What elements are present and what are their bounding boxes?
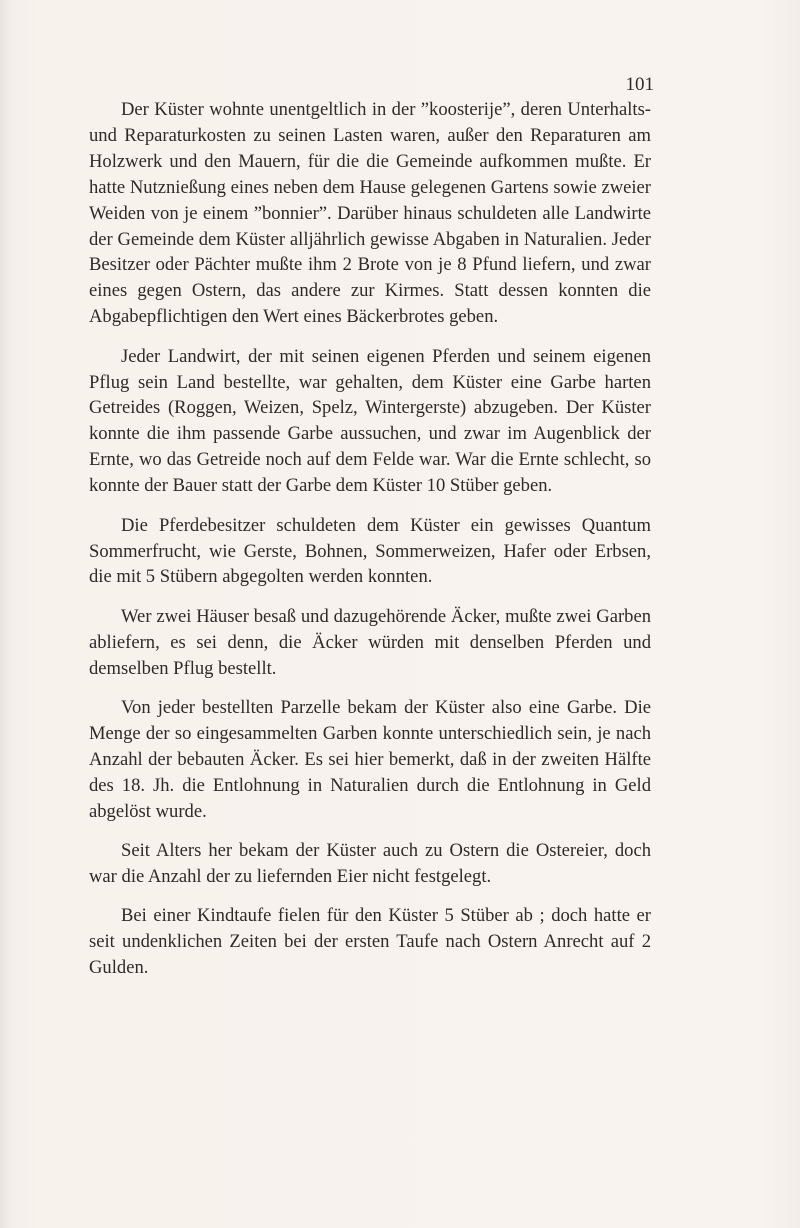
paragraph-horse-owners: Die Pferdebesitzer schuldeten dem Küster ein gewisses Quantum Sommerfrucht, wie Gerste, Bohnen, Sommerweizen, Hafer oder Erbsen, die mit 5 Stübern abgegolten werden konnten.	[89, 514, 651, 588]
paragraph-baptism-fees: Bei einer Kindtaufe fielen für den Küster 5 Stüber ab ; doch hatte er seit undenklichen Zeiten bei der ersten Taufe nach Ostern Anrecht auf 2 Gulden.	[89, 905, 651, 979]
paragraph-grain-sheaf: Jeder Landwirt, der mit seinen eigenen Pferden und seinem eigenen Pflug sein Land bestellte, war gehalten, dem Küster eine Garbe harten Getreides (Roggen, Weizen, Spelz, Wintergerste) abzugeben. Der Küster konnte die ihm passende Garbe aussuchen, und zwar im Augenblick der Ernte, wo das Getreide noch auf dem Felde war. War die Ernte schlecht, so konnte der Bauer statt der Garbe dem Küster 10 Stüber geben.	[89, 345, 651, 497]
page-number: 101	[625, 74, 654, 95]
paragraph-two-houses: Wer zwei Häuser besaß und dazugehörende Äcker, mußte zwei Garben abliefern, es sei denn, die Äcker würden mit denselben Pferden und demselben Pflug bestellt.	[89, 605, 651, 679]
paragraph-sexton-housing: Der Küster wohnte unentgeltlich in der ”koosterije”, deren Unterhalts- und Reparaturkosten zu seinen Lasten waren, außer den Reparaturen am Holzwerk und den Mauern, für die die Gemeinde aufkommen mußte. Er hatte Nutznießung eines neben dem Hause gelegenen Gartens sowie zweier Weiden von je einem ”bonnier”. Darüber hinaus schuldeten alle Landwirte der Gemeinde dem Küster alljährlich gewisse Abgaben in Naturalien. Jeder Besitzer oder Pächter mußte ihm 2 Brote von je 8 Pfund liefern, und zwar eines gegen Ostern, das andere zur Kirmes. Statt dessen konnten die Abgabepflichtigen den Wert eines Bäckerbrotes geben.	[89, 99, 651, 328]
page-body	[89, 97, 651, 981]
paragraph-parcels: Von jeder bestellten Parzelle bekam der Küster also eine Garbe. Die Menge der so eingesammelten Garben konnte unterschiedlich sein, je nach Anzahl der bebauten Äcker. Es sei hier bemerkt, daß in der zweiten Hälfte des 18. Jh. die Entlohnung in Naturalien durch die Entlohnung in Geld abgelöst wurde.	[89, 697, 651, 822]
paragraph-easter-eggs: Seit Alters her bekam der Küster auch zu Ostern die Ostereier, doch war die Anzahl der zu liefernden Eier nicht festgelegt.	[89, 840, 651, 887]
